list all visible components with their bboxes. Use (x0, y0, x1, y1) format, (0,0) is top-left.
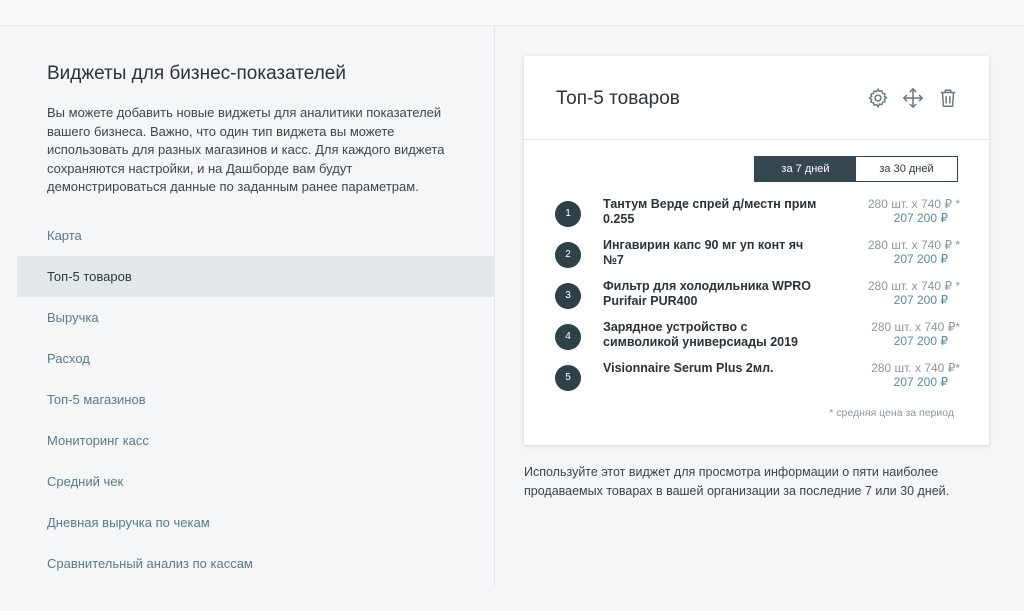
total-sum: 207 200 ₽ (893, 211, 948, 225)
menu-item-daily-revenue[interactable]: Дневная выручка по чекам (47, 515, 210, 530)
settings-icon[interactable] (867, 87, 889, 109)
widget-info-text: Используйте этот виджет для просмотра информации о пяти наиболее продаваемых товарах в вашей организации за последние 7 или 30 дней. (524, 465, 950, 498)
rank-badge: 1 (555, 201, 581, 227)
period-toggle (754, 156, 958, 182)
menu-item-average-check[interactable]: Средний чек (47, 474, 124, 489)
widget-menu (17, 215, 494, 584)
quantity-price: 280 шт. x 740 ₽ * (867, 197, 960, 211)
period-30-days-button[interactable]: за 30 дней (856, 157, 957, 181)
menu-item-register-comparison[interactable]: Сравнительный анализ по кассам (47, 556, 253, 571)
total-sum: 207 200 ₽ (893, 293, 948, 307)
panel-description: Вы можете добавить новые виджеты для аналитики показателей вашего бизнеса. Важно, что один тип виджета вы можете использовать для разных магазинов и касс. Для каждого виджета сохраняются настройки, и на Дашборде вам будут демонстрироваться данные по заданным ранее параметрам. (47, 105, 445, 194)
total-sum: 207 200 ₽ (893, 252, 948, 266)
total-sum: 207 200 ₽ (893, 375, 948, 389)
list-item (555, 196, 960, 237)
quantity-price: 280 шт. x 740 ₽ * (867, 238, 960, 252)
menu-item-expense[interactable]: Расход (47, 351, 90, 366)
top-products-list (555, 196, 960, 401)
list-item (555, 360, 960, 401)
menu-item-top5-stores[interactable]: Топ-5 магазинов (47, 392, 146, 407)
widget-title: Топ-5 товаров (556, 88, 680, 109)
menu-item-cash-monitoring[interactable]: Мониторинг касс (47, 433, 149, 448)
period-7-days-button[interactable]: за 7 дней (755, 157, 856, 181)
quantity-price: 280 шт. x 740 ₽* (871, 320, 960, 334)
product-name: Фильтр для холодильника WPRO Purifair PUR400 (603, 279, 812, 308)
panel-title: Виджеты для бизнес-показателей (47, 63, 346, 84)
product-name: Visionnaire Serum Plus 2мл. (603, 361, 774, 375)
rank-badge: 4 (555, 324, 581, 350)
list-item (555, 237, 960, 278)
card-header (524, 56, 989, 140)
move-icon[interactable] (902, 87, 924, 109)
menu-item-top5-products[interactable]: Топ-5 товаров (17, 256, 494, 297)
product-name: Зарядное устройство с символикой универсиады 2019 (603, 320, 799, 349)
menu-item-map[interactable]: Карта (47, 228, 82, 243)
product-name: Ингавирин капс 90 мг уп конт яч №7 (603, 238, 804, 267)
price-footnote: * средняя цена за период (829, 407, 954, 419)
widget-actions (867, 87, 959, 109)
rank-badge: 3 (555, 283, 581, 309)
total-sum: 207 200 ₽ (893, 334, 948, 348)
list-item (555, 278, 960, 319)
widget-list-panel (17, 26, 495, 586)
list-item (555, 319, 960, 360)
product-name: Тантум Верде спрей д/местн прим 0.255 (603, 197, 817, 226)
quantity-price: 280 шт. x 740 ₽* (871, 361, 960, 375)
rank-badge: 2 (555, 242, 581, 268)
trash-icon[interactable] (937, 87, 959, 109)
quantity-price: 280 шт. x 740 ₽ * (867, 279, 960, 293)
widget-preview-card (524, 56, 989, 445)
rank-badge: 5 (555, 365, 581, 391)
menu-item-revenue[interactable]: Выручка (47, 310, 99, 325)
top-bar (0, 0, 1024, 26)
